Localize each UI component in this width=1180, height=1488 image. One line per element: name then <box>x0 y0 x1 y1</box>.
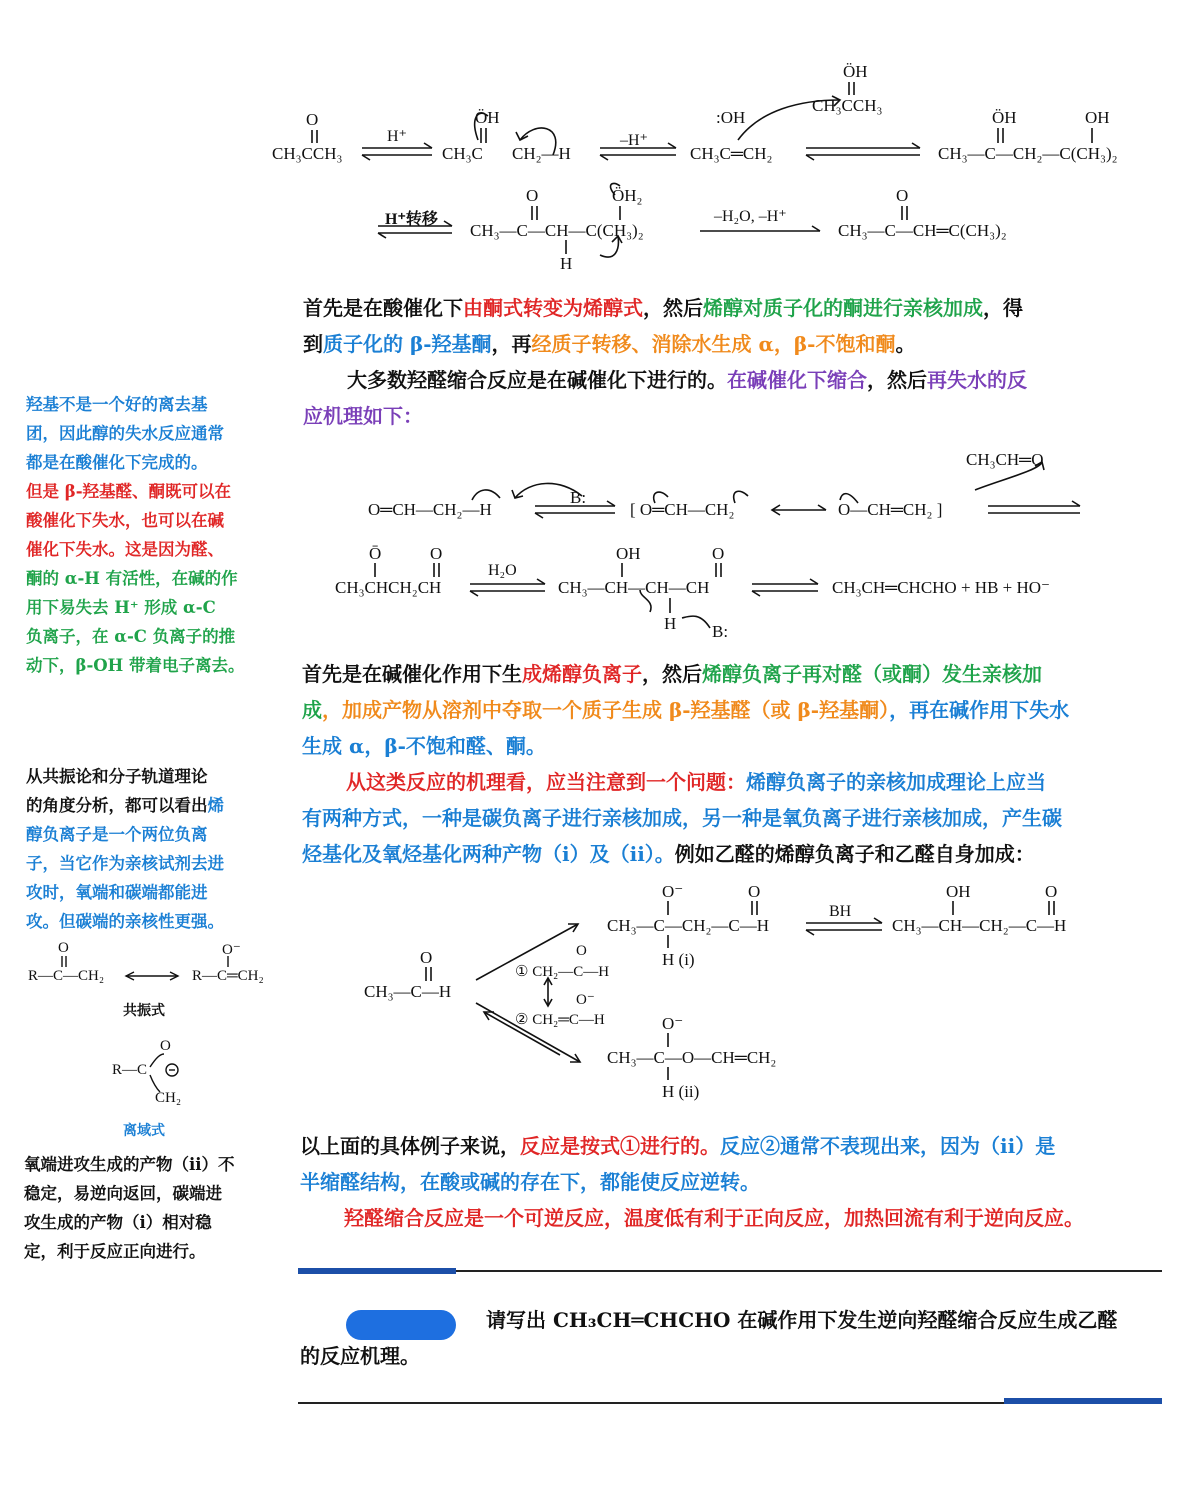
sidebar-line-text: 的角度分析，都可以看出 <box>26 796 208 815</box>
sidebar-line-text: 用下易失去 H⁺ 形成 α-C <box>26 598 216 617</box>
aldol-o2: OH <box>1085 108 1110 127</box>
mid-h: H <box>560 254 573 273</box>
acid-reagent: H⁺ <box>387 128 407 145</box>
resonance-caption: 共振式 <box>123 1003 165 1019</box>
acetaldehyde-reactant: CH₃—C—H <box>364 982 452 1001</box>
path2-oxyanion: ② CH₂═C—H <box>515 1012 605 1028</box>
path1-o: O <box>576 943 587 959</box>
attacked-ketone: CH₃CCH₃ <box>812 96 883 115</box>
protonated-aldol: CH₃—C—CH₂—C(CH₃)₂ <box>938 144 1118 163</box>
sidebar-line-text: 动下，β-OH 带着电子离去。 <box>26 656 245 675</box>
sidebar-line-text: 羟基不是一个好的离去基 <box>26 395 208 414</box>
prod2-o: O⁻ <box>662 1014 684 1033</box>
sidebar-line-text: 都是在酸催化下完成的。 <box>26 453 208 472</box>
alkoxide-o2: O <box>430 544 443 563</box>
base-line-2: 成，加成产物从溶剂中夺取一个质子生成 β-羟基醛（或 β-羟基酮），再在碱作用下失水 <box>302 698 1070 722</box>
water-reagent: H₂O <box>488 562 517 579</box>
acid-line-4: 应机理如下： <box>303 404 423 428</box>
enolate-resonance-1: [ O═CH—CH₂ <box>630 500 735 519</box>
exercise-top-rule <box>456 1270 1162 1272</box>
prod1-label: H (i) <box>662 950 695 969</box>
note3-line: 稳定，易逆向返回，碳端进 <box>24 1184 222 1203</box>
unsaturated-ketone: CH₃—C—CH═C(CH₃)₂ <box>838 221 1007 240</box>
deloc-ch2: CH₂ <box>155 1090 182 1106</box>
sidebar-line-text: 攻。但碳端的亲核性更强。 <box>26 912 224 931</box>
path2-o: O⁻ <box>576 992 595 1008</box>
path1-carbanion: ① CH₂—C—H <box>515 964 610 980</box>
protonated-ketone: CH₃C <box>442 144 483 163</box>
reactant-o: O <box>420 948 433 967</box>
base-line-1: 首先是在碱催化作用下生成烯醇负离子，然后烯醇负离子再对醛（或酮）发生亲核加 <box>302 662 1042 686</box>
deloc-o: O <box>160 1038 171 1054</box>
enol: CH₃C═CH₂ <box>690 144 773 163</box>
prod2-label: H (ii) <box>662 1082 700 1101</box>
acid-line-3: 大多数羟醛缩合反应是在碱催化下进行的。在碱催化下缩合，然后再失水的反 <box>347 368 1027 392</box>
acid-line-2: 到质子化的 β-羟基酮，再经质子转移、消除水生成 α，β-不饱和酮。 <box>303 332 916 356</box>
deprotonation-label: –H⁺ <box>620 132 648 149</box>
sidebar-line-text: 从共振论和分子轨道理论 <box>26 767 208 786</box>
base-2: B: <box>712 622 729 641</box>
acid-line-1: 首先是在酸催化下由酮式转变为烯醇式，然后烯醇对质子化的酮进行亲核加成，得 <box>303 296 1023 320</box>
note3-line: 定，利于反应正向进行。 <box>24 1242 206 1261</box>
exercise-accent-bar <box>298 1268 456 1274</box>
sidebar-line-text: 负离子，在 α-C 负离子的推 <box>26 627 236 646</box>
exercise-line-1: 请写出 CH₃CH═CHCHO 在碱作用下发生逆向羟醛缩合反应生成乙醛 <box>486 1308 1118 1332</box>
sidebar-line-text: 但是 β-羟基醛、酮既可以在 <box>26 482 232 501</box>
prod1-o1: O⁻ <box>662 882 684 901</box>
acetone-o: O <box>306 110 319 129</box>
sidebar-line-text: 催化下失水。这是因为醛、 <box>26 540 224 559</box>
base-line-5: 有两种方式，一种是碳负离子进行亲核加成，另一种是氧负离子进行亲核加成，产生碳 <box>302 806 1062 830</box>
sidebar-line-text: 醇负离子是一个两位负离 <box>26 825 208 844</box>
conclusion-line-3: 羟醛缩合反应是一个可逆反应，温度低有利于正向反应，加热回流有利于逆向反应。 <box>344 1206 1084 1230</box>
alpha-h: H <box>664 614 677 633</box>
sidebar-line-text: 团，因此醇的失水反应通常 <box>26 424 224 443</box>
beta-hydroxy-butanal: CH₃—CH—CH₂—C—H <box>892 916 1067 935</box>
enone-o: O <box>896 186 909 205</box>
note3-line: 攻生成的产物（i）相对稳 <box>24 1213 212 1232</box>
crotonaldehyde-products: CH₃CH═CHCHO + HB + HO⁻ <box>832 578 1051 597</box>
aldol-o: O <box>712 544 725 563</box>
sidebar-note-stability <box>24 1150 276 1266</box>
dehydration-label: –H₂O, –H⁺ <box>714 208 787 225</box>
exercise-line-2: 的反应机理。 <box>300 1344 420 1368</box>
c-alkylation-product: CH₃—C—CH₂—C—H <box>607 916 770 935</box>
acetaldehyde-electrophile: CH₃CH═O <box>966 450 1044 469</box>
note3-line: 氧端进攻生成的产物（ii）不 <box>24 1155 235 1174</box>
base-line-6: 烃基化及氧烃基化两种产物（i）及（ii）。例如乙醛的烯醇负离子和乙醛自身加成： <box>302 842 1035 866</box>
alkoxide-adduct: CH₃CHCH₂CH <box>335 578 442 597</box>
aldol-oh: OH <box>616 544 641 563</box>
mid-o: O <box>526 186 539 205</box>
deloc-r: R—C <box>112 1062 148 1078</box>
bh-reagent: BH <box>829 903 852 920</box>
sidebar-line-text: 攻时，氧端和碳端都能进 <box>26 883 208 902</box>
sidebar-line-tail: 烯 <box>207 796 224 815</box>
res-right-o: O⁻ <box>222 942 241 958</box>
base-line-4: 从这类反应的机理看，应当注意到一个问题：烯醇负离子的亲核加成理论上应当 <box>346 770 1046 794</box>
final-o: O <box>1045 882 1058 901</box>
sidebar-line-text: 酮的 α-H 有活性，在碱的作 <box>26 569 238 588</box>
exercise-bottom-accent <box>1004 1398 1162 1404</box>
prod1-o2: O <box>748 882 761 901</box>
protonated-diol: CH₃—C—CH—C(CH₃)₂ <box>470 221 644 240</box>
aldol-o1: ÖH <box>992 108 1017 127</box>
beta-hydroxy-aldehyde: CH₃—CH—CH—CH <box>558 578 710 597</box>
alkoxide-o1: Ō <box>369 544 382 563</box>
exercise-bottom-rule <box>298 1402 1004 1404</box>
conclusion-line-2: 半缩醛结构，在酸或碱的存在下，都能使反应逆转。 <box>300 1170 760 1194</box>
base-line-3: 生成 α，β-不饱和醛、酮。 <box>302 734 546 758</box>
sidebar-line-text: 子，当它作为亲核试剂去进 <box>26 854 224 873</box>
res-left: R—C—CH₂ <box>28 968 105 984</box>
res-left-o: O <box>58 940 69 956</box>
proton-transfer-label: H⁺转移 <box>385 211 438 228</box>
conclusion-line-1: 以上面的具体例子来说，反应是按式①进行的。反应②通常不表现出来，因为（ii）是 <box>300 1134 1056 1158</box>
delocalized-caption: 离域式 <box>123 1123 165 1139</box>
attacked-ketone-oh: ÖH <box>843 62 868 81</box>
mid-oh2: ÖH₂ <box>612 186 643 205</box>
sidebar-line-text: 酸催化下失水，也可以在碱 <box>26 511 224 530</box>
acetone: CH₃CCH₃ <box>272 144 343 163</box>
final-oh: OH <box>946 882 971 901</box>
o-alkylation-product: CH₃—C—O—CH═CH₂ <box>607 1048 777 1067</box>
enolate-resonance-2: O—CH═CH₂ ] <box>838 500 943 519</box>
protonated-ketone-tail: CH₂—H <box>512 144 571 163</box>
acetaldehyde-start: O═CH—CH₂—H <box>368 500 492 519</box>
protonated-ketone-oh: ÖH <box>475 108 500 127</box>
enol-oh: :OH <box>716 108 746 127</box>
exercise <box>300 1302 1166 1374</box>
base: B: <box>570 488 587 507</box>
res-right: R—C═CH₂ <box>192 968 264 984</box>
